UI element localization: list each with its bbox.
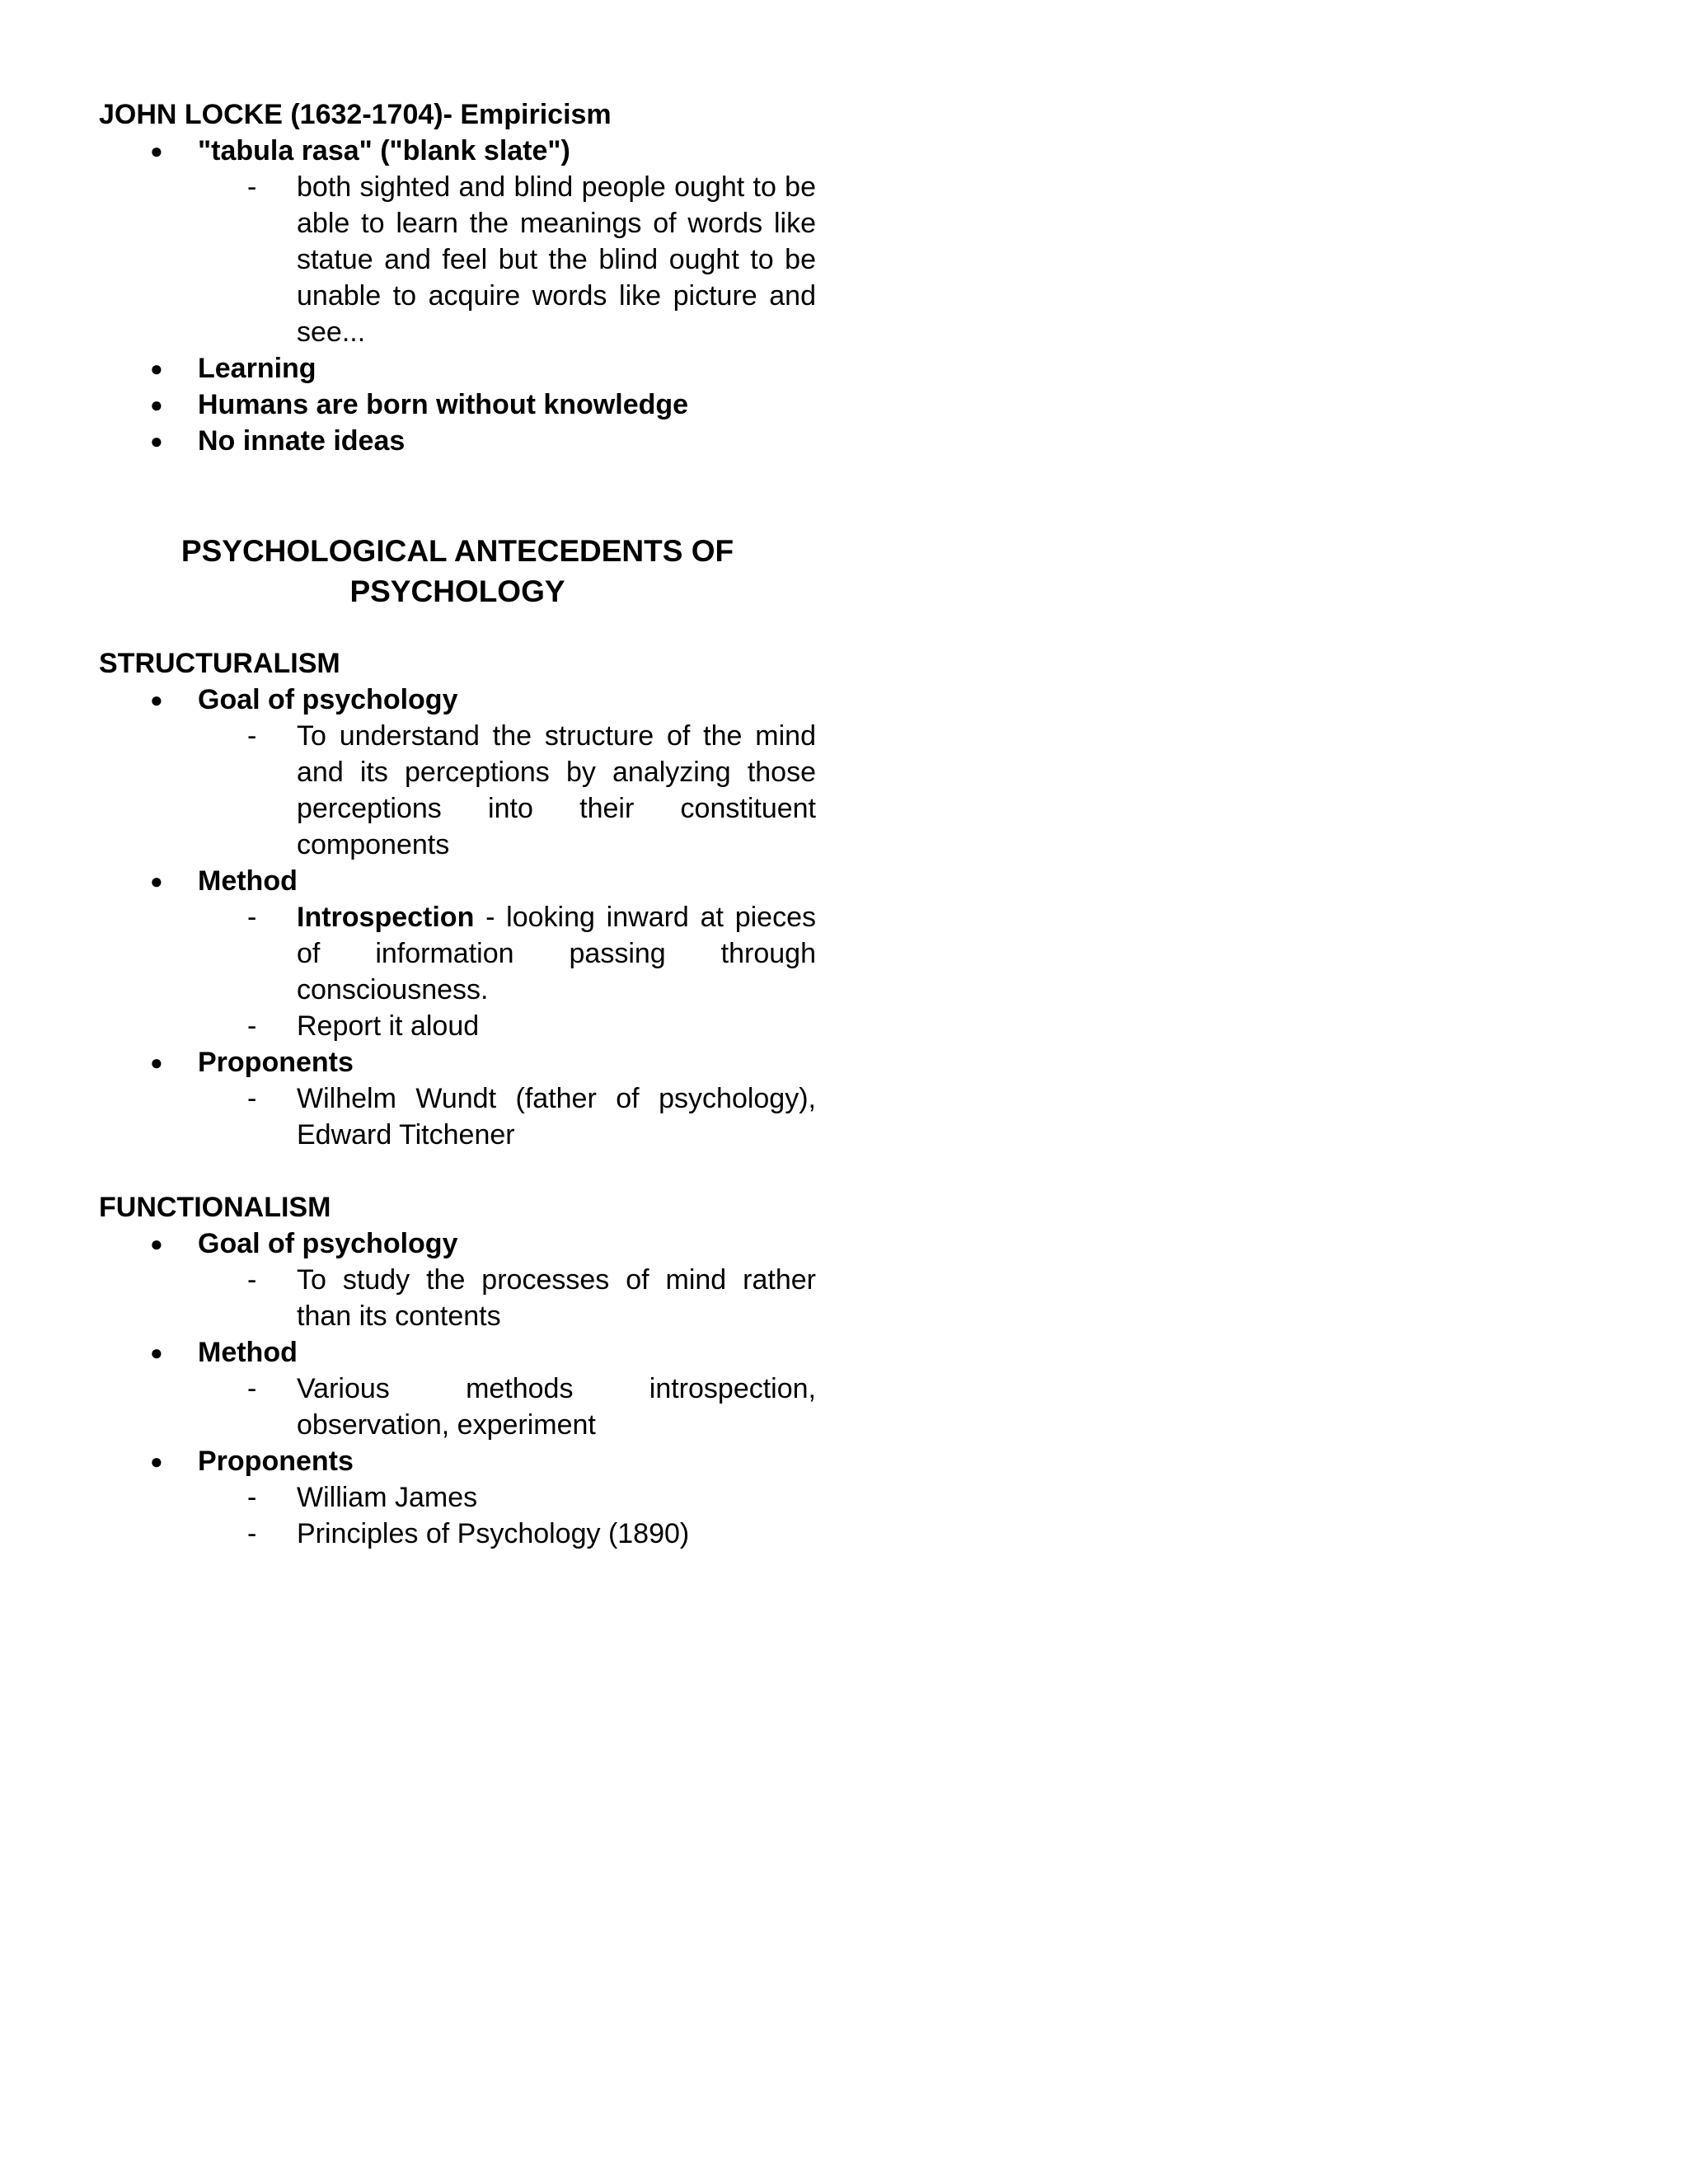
locke-bullet-learning: ● Learning xyxy=(99,350,816,387)
structuralism-method-report: - Report it aloud xyxy=(99,1008,816,1044)
structuralism-method-label: ● Method xyxy=(99,863,816,899)
document-page xyxy=(99,96,816,1552)
functionalism-proponent-james: - William James xyxy=(99,1479,816,1516)
locke-tabula-rasa-detail: - both sighted and blind people ought to be able to learn the meanings of words like statue and feel but the blind ought to be unable to acquire words like picture and see... xyxy=(99,169,816,350)
structuralism-title: STRUCTURALISM xyxy=(99,648,340,679)
section-spacer xyxy=(99,1153,816,1189)
structuralism-proponents-label: ● Proponents xyxy=(99,1044,816,1080)
functionalism-method-text: - Various methods introspection, observation, experiment xyxy=(99,1371,816,1443)
structuralism-method-introspection xyxy=(99,899,816,1008)
introspection-description: - looking inward at pieces of information passing through consciousness. xyxy=(297,902,816,1005)
functionalism-proponent-principles: - Principles of Psychology (1890) xyxy=(99,1516,816,1552)
functionalism-goal-text: - To study the processes of mind rather than its contents xyxy=(99,1262,816,1334)
locke-bullet-no-innate-ideas: ● No innate ideas xyxy=(99,423,816,459)
introspection-term: Introspection xyxy=(297,902,475,933)
structuralism-proponents-text: - Wilhelm Wundt (father of psychology), Edward Titchener xyxy=(99,1080,816,1153)
functionalism-method-label: ● Method xyxy=(99,1334,816,1371)
structuralism-goal-text: - To understand the structure of the mind and its perceptions by analyzing those perceptions into their constituent components xyxy=(99,718,816,863)
structuralism-goal-label: ● Goal of psychology xyxy=(99,682,816,718)
page-heading: PSYCHOLOGICAL ANTECEDENTS OF PSYCHOLOGY xyxy=(181,534,734,608)
locke-bullet-no-knowledge: ● Humans are born without knowledge xyxy=(99,387,816,423)
locke-bullet-tabula-rasa: ● "tabula rasa" ("blank slate") xyxy=(99,133,816,169)
functionalism-goal-label: ● Goal of psychology xyxy=(99,1226,816,1262)
functionalism-title: FUNCTIONALISM xyxy=(99,1192,331,1223)
locke-title: JOHN LOCKE (1632-1704)- Empiricism xyxy=(99,99,612,130)
functionalism-proponents-label: ● Proponents xyxy=(99,1443,816,1479)
